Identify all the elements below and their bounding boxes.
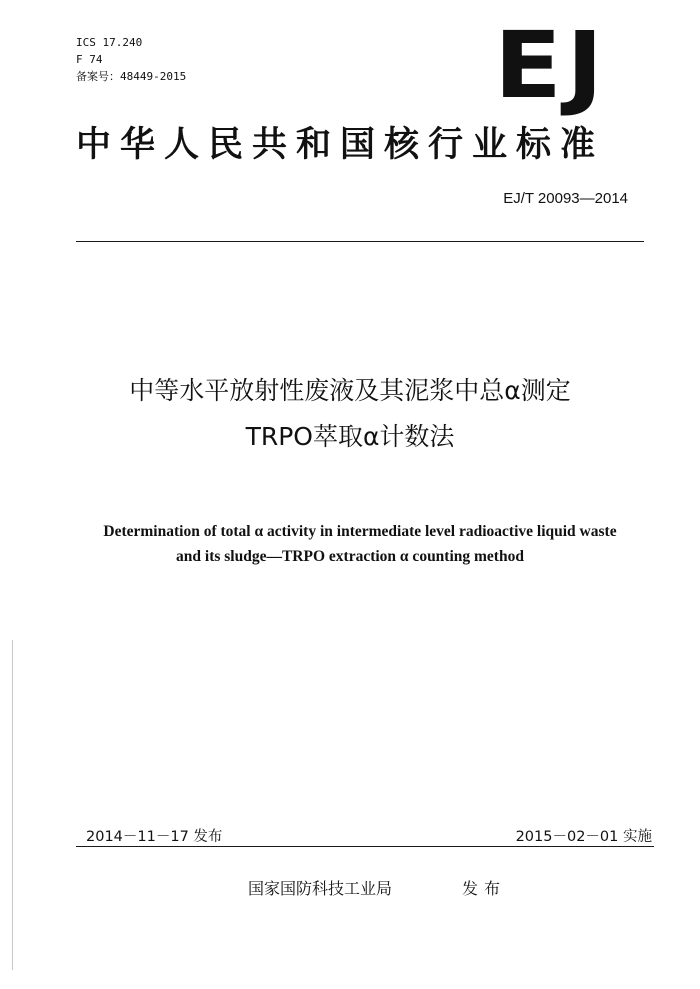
- filing-number: 备案号：48449-2015: [76, 70, 187, 83]
- publisher-action: 发布: [462, 879, 507, 898]
- implementation-date: 2015－02－01 实施: [515, 829, 652, 845]
- issue-date: 2014－11－17 发布: [86, 829, 223, 845]
- ej-logo: EJ: [494, 12, 608, 119]
- standard-code: EJ/T 20093—2014: [503, 190, 628, 207]
- title-cn-line2: TRPO萃取α计数法: [245, 422, 455, 451]
- title-en-line1: Determination of total α activity in intermediate level radioactive liquid waste: [103, 523, 617, 540]
- standard-title: 中华人民共和国核行业标准: [76, 125, 605, 165]
- scan-edge-line: [12, 640, 13, 970]
- title-en-line2: and its sludge—TRPO extraction α counting method: [176, 548, 524, 565]
- ics-code: ICS 17.240: [76, 36, 143, 49]
- publisher-name: 国家国防科技工业局: [248, 879, 393, 898]
- classification-block: [76, 34, 186, 85]
- top-divider: [76, 241, 644, 242]
- title-cn-line1: 中等水平放射性废液及其泥浆中总α测定: [129, 376, 571, 405]
- bottom-divider: [76, 846, 654, 847]
- category-code: F 74: [76, 53, 103, 66]
